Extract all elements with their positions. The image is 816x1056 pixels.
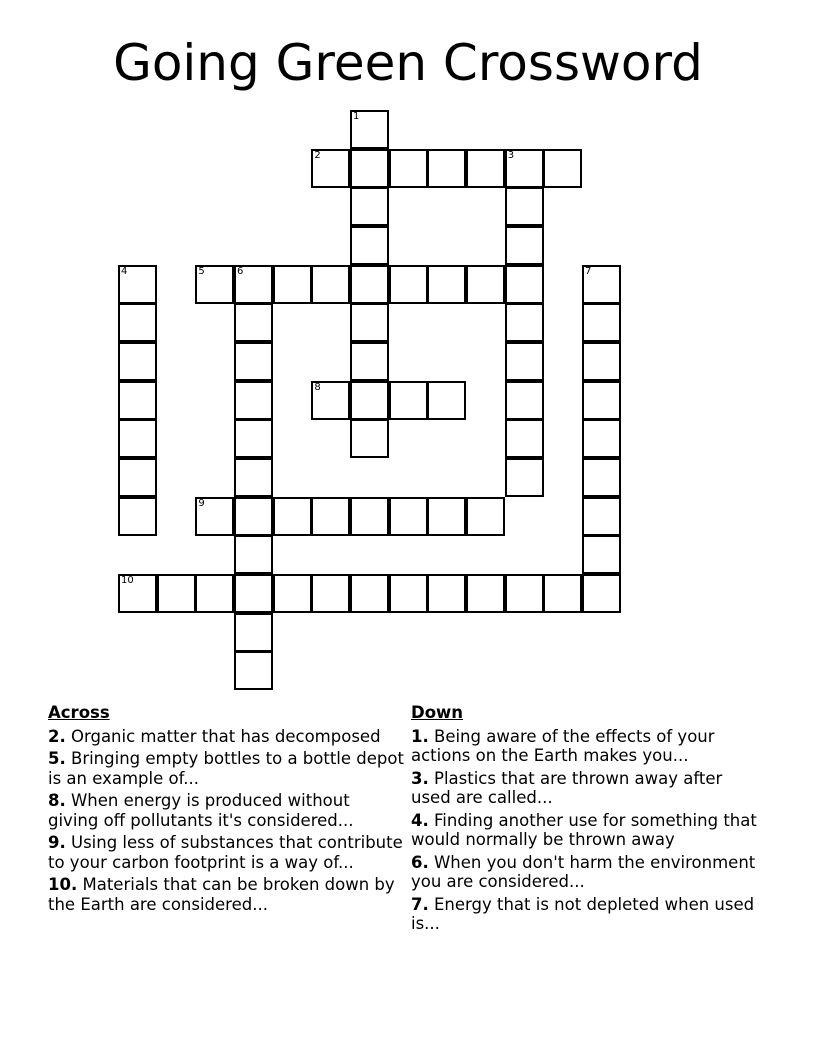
clue-text: Bringing empty bottles to a bottle depot is an example of... xyxy=(48,749,404,788)
down-clues xyxy=(411,703,757,937)
grid-cell[interactable] xyxy=(505,574,544,613)
clue-number-label: 9 xyxy=(198,497,205,509)
grid-cell[interactable] xyxy=(311,574,350,613)
grid-cell[interactable] xyxy=(505,187,544,226)
grid-cell[interactable] xyxy=(311,149,350,188)
grid-cell[interactable] xyxy=(273,265,312,304)
clue-number-label: 10 xyxy=(121,575,134,587)
grid-cell[interactable] xyxy=(427,149,466,188)
grid-cell[interactable] xyxy=(118,381,157,420)
grid-cell[interactable] xyxy=(582,342,621,381)
grid-cell[interactable] xyxy=(234,303,273,342)
clue-number-label: 5 xyxy=(198,265,205,277)
grid-cell[interactable] xyxy=(311,381,350,420)
clue-text: Being aware of the effects of your actions on the Earth makes you... xyxy=(411,726,715,765)
clue-number: 5. xyxy=(48,749,66,768)
grid-cell[interactable] xyxy=(234,419,273,458)
grid-cell[interactable] xyxy=(505,458,544,497)
grid-cell[interactable] xyxy=(350,381,389,420)
across-heading: Across xyxy=(48,703,110,722)
grid-cell[interactable] xyxy=(350,226,389,265)
grid-cell[interactable] xyxy=(582,574,621,613)
grid-cell[interactable] xyxy=(118,458,157,497)
down-clue xyxy=(411,769,757,808)
grid-cell[interactable] xyxy=(350,303,389,342)
clue-number: 6. xyxy=(411,852,429,872)
grid-cell[interactable] xyxy=(195,497,234,536)
grid-cell[interactable] xyxy=(234,497,273,536)
clue-text: When you don't harm the environment you are considered... xyxy=(411,852,756,891)
grid-cell[interactable] xyxy=(505,381,544,420)
grid-cell[interactable] xyxy=(273,497,312,536)
grid-cell[interactable] xyxy=(234,574,273,613)
across-clues xyxy=(48,703,404,917)
grid-cell[interactable] xyxy=(118,342,157,381)
page-title: Going Green Crossword xyxy=(113,34,703,92)
grid-cell[interactable] xyxy=(505,226,544,265)
grid-cell[interactable] xyxy=(350,187,389,226)
clue-number: 3. xyxy=(411,768,429,788)
across-clue xyxy=(48,875,404,914)
down-clue xyxy=(411,811,757,850)
clue-number: 8. xyxy=(48,791,66,810)
grid-cell[interactable] xyxy=(505,342,544,381)
grid-cell[interactable] xyxy=(582,497,621,536)
clue-text: Organic matter that has decomposed xyxy=(65,726,381,746)
grid-cell[interactable] xyxy=(234,613,273,652)
across-clue xyxy=(48,727,404,747)
clue-number-label: 4 xyxy=(121,265,128,277)
clue-number: 10. xyxy=(48,875,78,894)
grid-cell[interactable] xyxy=(350,265,389,304)
across-clue xyxy=(48,833,404,872)
grid-cell[interactable] xyxy=(505,303,544,342)
grid-cell[interactable] xyxy=(118,265,157,304)
grid-cell[interactable] xyxy=(466,149,505,188)
clue-text: Using less of substances that contribute to your carbon footprint is a way of... xyxy=(48,833,403,872)
grid-cell[interactable] xyxy=(118,303,157,342)
clue-text: Materials that can be broken down by the Earth are considered... xyxy=(48,875,395,914)
grid-cell[interactable] xyxy=(543,149,582,188)
clue-text: Plastics that are thrown away after used are called... xyxy=(411,768,723,807)
grid-cell[interactable] xyxy=(582,303,621,342)
grid-cell[interactable] xyxy=(118,574,157,613)
clue-number: 7. xyxy=(411,894,429,914)
clue-text: Energy that is not depleted when used is... xyxy=(411,894,755,933)
clue-number: 1. xyxy=(411,726,429,746)
grid-cell[interactable] xyxy=(157,574,196,613)
clue-number-label: 2 xyxy=(314,149,321,161)
grid-cell[interactable] xyxy=(234,535,273,574)
grid-cell[interactable] xyxy=(427,265,466,304)
grid-cell[interactable] xyxy=(505,149,544,188)
down-clue xyxy=(411,895,757,934)
grid-cell[interactable] xyxy=(505,265,544,304)
grid-cell[interactable] xyxy=(389,265,428,304)
grid-cell[interactable] xyxy=(466,497,505,536)
clue-number: 4. xyxy=(411,810,429,830)
grid-cell[interactable] xyxy=(350,110,389,149)
grid-cell[interactable] xyxy=(350,574,389,613)
grid-cell[interactable] xyxy=(234,381,273,420)
grid-cell[interactable] xyxy=(234,651,273,690)
clue-number-label: 8 xyxy=(314,381,321,393)
grid-cell[interactable] xyxy=(350,149,389,188)
down-clue xyxy=(411,727,757,766)
grid-cell[interactable] xyxy=(195,574,234,613)
grid-cell[interactable] xyxy=(466,265,505,304)
clue-number-label: 1 xyxy=(353,111,360,122)
grid-cell[interactable] xyxy=(427,574,466,613)
grid-cell[interactable] xyxy=(118,419,157,458)
across-clue xyxy=(48,791,404,830)
down-heading: Down xyxy=(411,703,464,722)
grid-cell[interactable] xyxy=(582,381,621,420)
grid-cell[interactable] xyxy=(195,265,234,304)
grid-cell[interactable] xyxy=(234,265,273,304)
grid-cell[interactable] xyxy=(273,574,312,613)
clue-number-label: 3 xyxy=(507,149,515,161)
down-clue xyxy=(411,853,757,892)
clue-number-label: 6 xyxy=(237,265,244,277)
grid-cell[interactable] xyxy=(582,535,621,574)
grid-cell[interactable] xyxy=(389,381,428,420)
clue-number: 9. xyxy=(48,833,66,852)
clue-number: 2. xyxy=(48,726,66,746)
grid-cell[interactable] xyxy=(350,342,389,381)
grid-cell[interactable] xyxy=(505,419,544,458)
grid-cell[interactable] xyxy=(582,265,621,304)
clue-text: Finding another use for something that would normally be thrown away xyxy=(411,810,757,849)
grid-cell[interactable] xyxy=(311,265,350,304)
clue-number-label: 7 xyxy=(585,265,592,277)
grid-cell[interactable] xyxy=(389,574,428,613)
grid-cell[interactable] xyxy=(389,149,428,188)
grid-cell[interactable] xyxy=(466,574,505,613)
grid-cell[interactable] xyxy=(118,497,157,536)
grid-cell[interactable] xyxy=(311,497,350,536)
grid-cell[interactable] xyxy=(427,497,466,536)
grid-cell[interactable] xyxy=(582,458,621,497)
grid-cell[interactable] xyxy=(234,458,273,497)
grid-cell[interactable] xyxy=(543,574,582,613)
grid-cell[interactable] xyxy=(582,419,621,458)
grid-cell[interactable] xyxy=(350,497,389,536)
grid-cell[interactable] xyxy=(389,497,428,536)
grid-cell[interactable] xyxy=(234,342,273,381)
grid-cell[interactable] xyxy=(427,381,466,420)
across-clue xyxy=(48,749,404,788)
clue-text: When energy is produced without giving off pollutants it's considered... xyxy=(48,791,354,830)
grid-cell[interactable] xyxy=(350,419,389,458)
